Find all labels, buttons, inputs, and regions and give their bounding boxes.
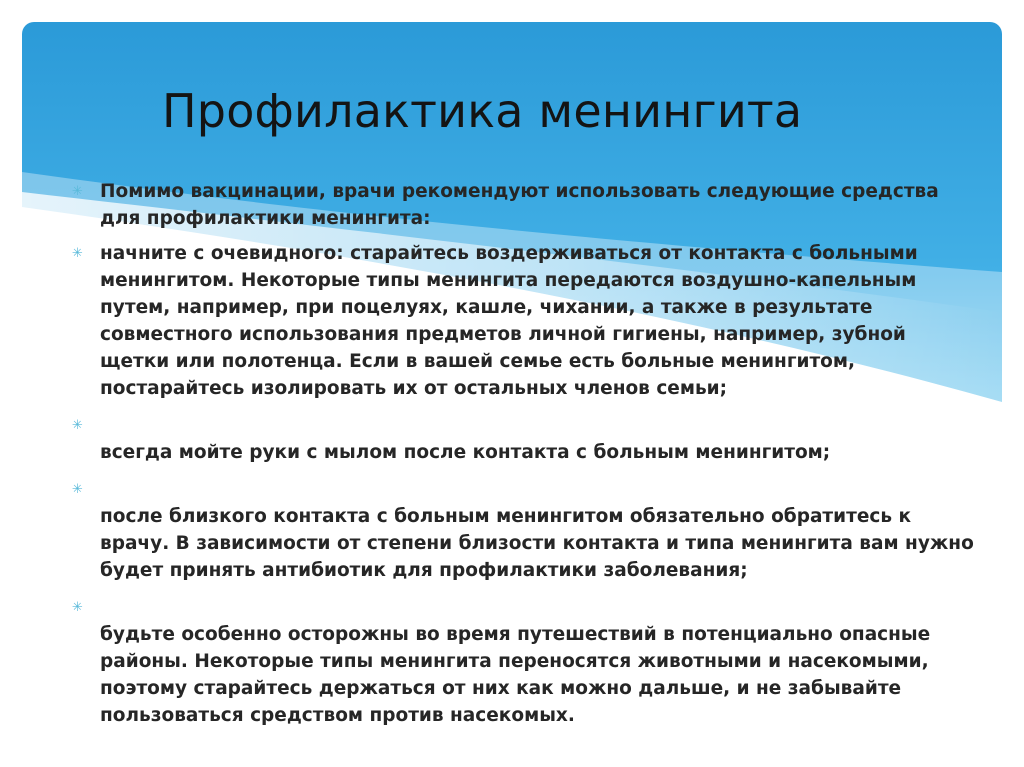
list-item bbox=[66, 476, 976, 584]
asterisk-bullet-icon: ✳ bbox=[72, 184, 83, 199]
asterisk-bullet-icon: ✳ bbox=[72, 600, 83, 615]
list-item-text: всегда мойте руки с мылом после контакта с больным менингитом; bbox=[100, 442, 831, 463]
list-item-text: Помимо вакцинации, врачи рекомендуют использовать следующие средства для профилактики менингита: bbox=[100, 181, 939, 229]
list-item-text: будьте особенно осторожны во время путешествий в потенциально опасные районы. Некоторые типы менингита переносятся животными и насекомыми, поэтому старайтесь держаться от них как можно дальше, и не забывайте пользоваться средством против насекомых. bbox=[100, 624, 931, 726]
empty-line bbox=[100, 594, 976, 621]
list-item bbox=[66, 594, 976, 729]
list-item bbox=[66, 178, 976, 232]
list-item-text: после близкого контакта с больным менингитом обязательно обратитесь к врачу. В зависимости от степени близости контакта и типа менингита вам нужно будет принять антибиотик для профилактики заболевания; bbox=[100, 506, 974, 581]
empty-line bbox=[100, 476, 976, 503]
slide-title: Профилактика менингита bbox=[162, 84, 803, 138]
list-item bbox=[66, 412, 976, 466]
asterisk-bullet-icon: ✳ bbox=[72, 246, 83, 261]
bullet-list bbox=[66, 178, 976, 729]
asterisk-bullet-icon: ✳ bbox=[72, 482, 83, 497]
list-item bbox=[66, 240, 976, 402]
list-item-text: начните с очевидного: старайтесь воздерживаться от контакта с больными менингитом. Некоторые типы менингита передаются воздушно-капельным путем, например, при поцелуях, кашле, чихании, а также в результате совместного использования предметов личной гигиены, например, зубной щетки или полотенца. Если в вашей семье есть больные менингитом, постарайтесь изолировать их от остальных членов семьи; bbox=[100, 243, 918, 399]
asterisk-bullet-icon: ✳ bbox=[72, 418, 83, 433]
empty-line bbox=[100, 412, 976, 439]
